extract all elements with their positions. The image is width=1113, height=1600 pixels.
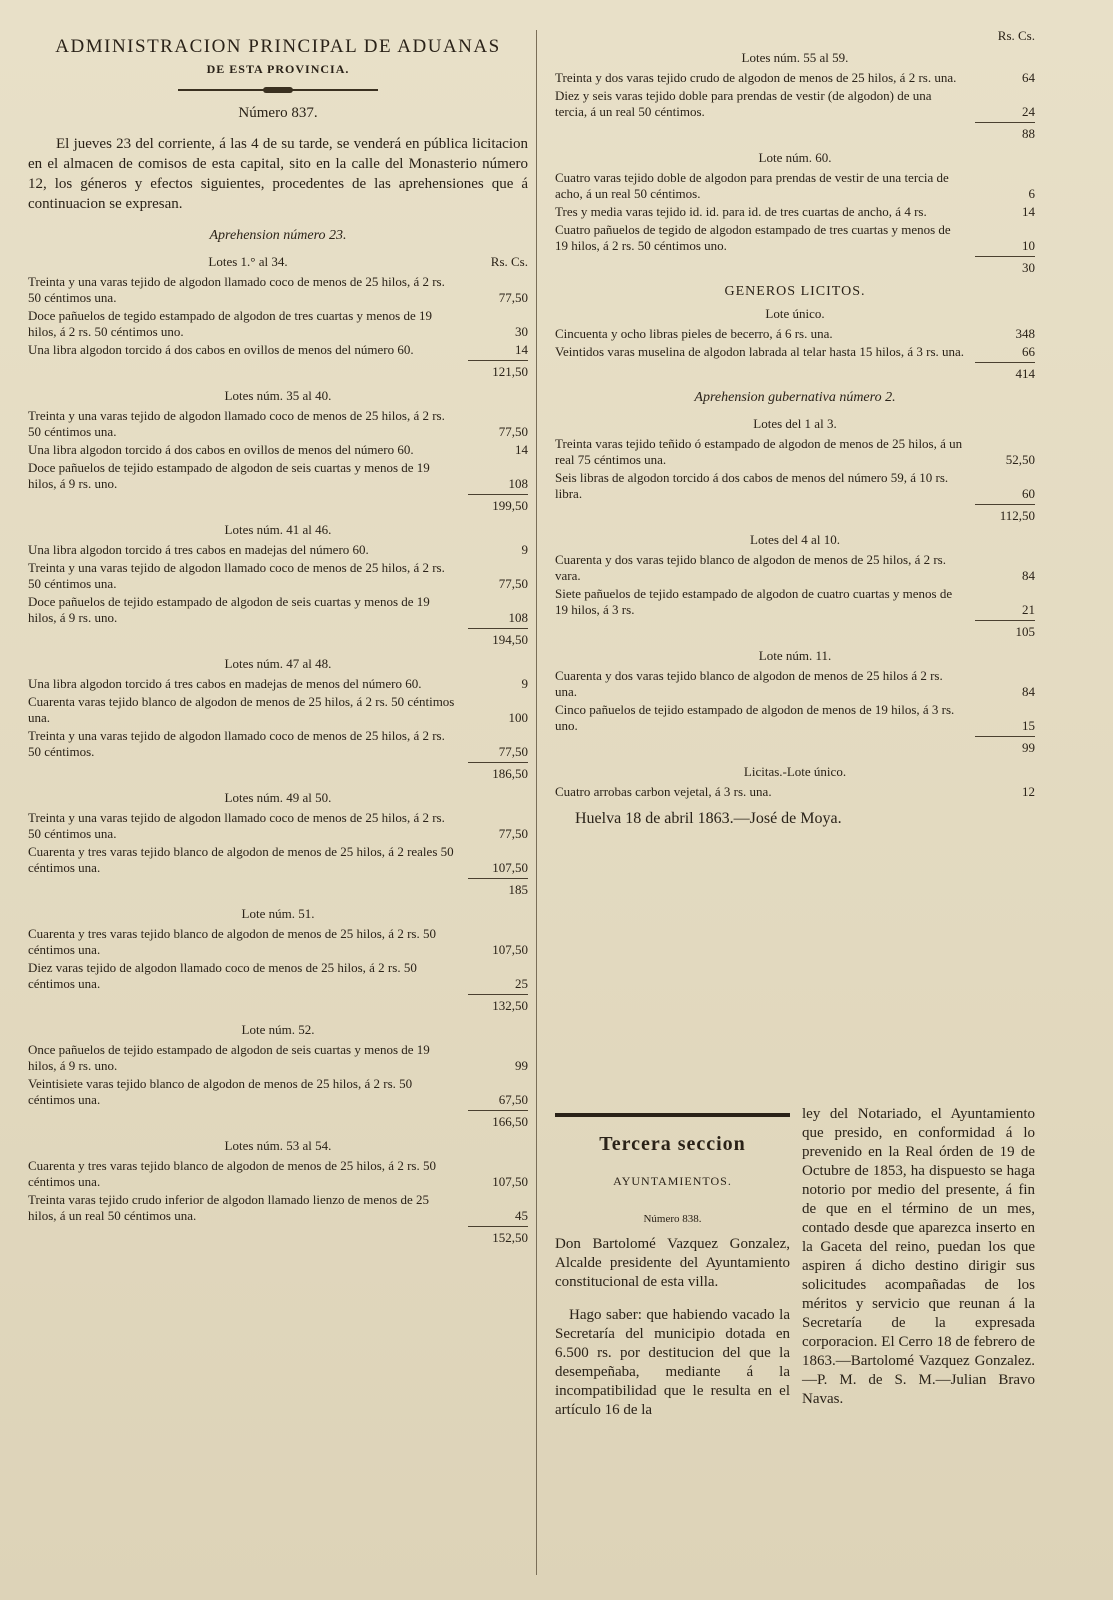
lot-item (28, 460, 528, 492)
item-description: Doce pañuelos de tejido estampado de algodon de seis cuartas y menos de 19 hilos, á 9 rs. uno. (28, 594, 430, 625)
item-amount: 99 (515, 1058, 528, 1073)
item-amount: 84 (1022, 684, 1035, 699)
lot-item (28, 1192, 528, 1224)
item-amount: 64 (1022, 70, 1035, 85)
item-description: Cuatro varas tejido doble de algodon para prendas de vestir de una tercia de acho, á un real 50 céntimos. (555, 170, 949, 201)
right-lots-c (555, 416, 1035, 800)
item-description: Cuarenta y tres varas tejido blanco de algodon de menos de 25 hilos, á 2 rs. 50 céntimos una. (28, 926, 436, 957)
lot-item (555, 344, 1035, 360)
lot-item (555, 436, 1035, 468)
item-amount: 10 (1022, 238, 1035, 253)
item-description: Cincuenta y ocho libras pieles de becerro, á 6 rs. una. (555, 326, 833, 341)
item-amount: 24 (1022, 104, 1035, 119)
left-column (28, 28, 528, 1254)
lot-item (28, 926, 528, 958)
item-amount: 108 (508, 610, 528, 625)
total-amount: 186,50 (468, 762, 528, 782)
intro-paragraph: El jueves 23 del corriente, á las 4 de su tarde, se venderá en pública licitacion en el almacen de comisos de esta capital, sito en la calle del Monasterio número 12, los géneros y efectos siguientes, procedentes de las aprehensiones que á continuacion se expresan. (28, 136, 528, 212)
tercera-seccion (555, 1105, 1035, 1420)
item-description: Veintisiete varas tejido blanco de algodon de menos de 25 hilos, á 2 rs. 50 céntimos una. (28, 1076, 413, 1107)
total-amount: 199,50 (468, 494, 528, 514)
lot-heading (555, 532, 1035, 548)
item-description: Once pañuelos de tejido estampado de algodon de seis cuartas y menos de 19 hilos, á 9 rs. uno. (28, 1042, 430, 1073)
item-description: Tres y media varas tejido id. id. para id. de tres cuartas de ancho, á 4 rs. (555, 204, 927, 219)
generos-heading: GENEROS LICITOS. (724, 284, 866, 299)
signature: Huelva 18 de abril 1863.—José de Moya. (575, 810, 842, 827)
lot-item (555, 552, 1035, 584)
item-amount: 348 (1015, 326, 1035, 341)
lot-total (28, 1226, 528, 1246)
item-amount: 14 (515, 442, 528, 457)
lot-total (555, 122, 1035, 142)
item-description: Treinta y una varas tejido de algodon llamado coco de menos de 25 hilos, á 2 rs. 50 céntimos una. (28, 408, 445, 439)
lot-item (555, 170, 1035, 202)
item-amount: 100 (508, 710, 528, 725)
item-amount: 107,50 (492, 1174, 528, 1189)
lot-item (555, 470, 1035, 502)
item-amount: 77,50 (498, 826, 528, 841)
lot-heading (555, 306, 1035, 322)
item-amount: 21 (1022, 602, 1035, 617)
item-amount: 60 (1022, 486, 1035, 501)
lot-total (28, 994, 528, 1014)
item-description: Treinta y una varas tejido de algodon llamado coco de menos de 25 hilos, á 2 rs. 50 céntimos una. (28, 560, 445, 591)
item-description: Treinta y una varas tejido de algodon llamado coco de menos de 25 hilos, á 2 rs. 50 céntimos una. (28, 274, 445, 305)
item-description: Cuarenta y dos varas tejido blanco de algodon de menos de 25 hilos á 2 rs. una. (555, 668, 943, 699)
lot-item (555, 702, 1035, 734)
lot-item (28, 560, 528, 592)
rs-cs-header: Rs. Cs. (490, 254, 528, 269)
item-description: Una libra algodon torcido á tres cabos en madejas de menos del número 60. (28, 676, 422, 691)
item-description: Treinta y dos varas tejido crudo de algodon de menos de 25 hilos, á 2 rs. una. (555, 70, 957, 85)
lot-total (28, 628, 528, 648)
lot-item (555, 88, 1035, 120)
tercera-continuation: ley del Notariado, el Ayuntamiento que presido, en conformidad á lo prevenido en la Real órden de 19 de Octubre de 1853, ha dispuesto se haga notorio por medio del presente, á fin de que en el término de un mes, contado desde que aparezca inserto en la Gaceta del reino, puedan los que aspiren á dicho destino dirigir sus solicitudes acompañadas de los méritos y servicio que reunan á la Secretaría de la expresada corporacion. El Cerro 18 de febrero de 1863.—Bartolomé Vazquez Gonzalez.—P. M. de S. M.—Julian Bravo Navas. (802, 1106, 1035, 1407)
lot-item (28, 1076, 528, 1108)
total-amount: 30 (975, 256, 1035, 276)
lot-heading (555, 648, 1035, 664)
item-amount: 9 (521, 542, 528, 557)
item-amount: 9 (521, 676, 528, 691)
lot-total (555, 736, 1035, 756)
aprehension-heading: Aprehension número 23. (209, 228, 347, 243)
item-amount: 14 (1022, 204, 1035, 219)
lot-total (555, 620, 1035, 640)
aprehension-heading-2: Aprehension gubernativa número 2. (694, 390, 896, 405)
total-amount: 112,50 (975, 504, 1035, 524)
rs-cs-header: Rs. Cs. (997, 28, 1035, 43)
lot-item (28, 810, 528, 842)
item-amount: 108 (508, 476, 528, 491)
item-amount: 107,50 (492, 942, 528, 957)
item-amount: 12 (1022, 784, 1035, 799)
lot-item (28, 542, 528, 558)
lot-item (555, 222, 1035, 254)
item-amount: 77,50 (498, 424, 528, 439)
lot-item (555, 586, 1035, 618)
item-description: Treinta y una varas tejido de algodon llamado coco de menos de 25 hilos, á 2 rs. 50 céntimos. (28, 728, 445, 759)
item-description: Cinco pañuelos de tejido estampado de algodon de menos de 19 hilos, á 3 rs. uno. (555, 702, 955, 733)
lot-total (555, 362, 1035, 382)
lot-item (28, 728, 528, 760)
item-amount: 77,50 (498, 576, 528, 591)
lot-heading (555, 150, 1035, 166)
item-description: Seis libras de algodon torcido á dos cabos de menos del número 59, á 10 rs. libra. (555, 470, 949, 501)
notice-number-838: Número 838. (643, 1213, 702, 1225)
lot-title: Lotes 1.° al 34. (208, 254, 288, 269)
lot-total (555, 504, 1035, 524)
lot-item (28, 694, 528, 726)
lot-item (28, 676, 528, 692)
total-amount: 105 (975, 620, 1035, 640)
lot-title: Lotes núm. 53 al 54. (224, 1138, 332, 1153)
lot-title: Lote núm. 11. (758, 648, 832, 663)
lot-title: Lote único. (765, 306, 825, 321)
item-amount: 25 (515, 976, 528, 991)
ornament-rule (178, 87, 378, 93)
item-amount: 6 (1028, 186, 1035, 201)
total-amount: 194,50 (468, 628, 528, 648)
item-description: Diez y seis varas tejido doble para prendas de vestir (de algodon) de una tercia, á un real 50 céntimos. (555, 88, 932, 119)
lot-heading (555, 764, 1035, 780)
lot-heading (28, 388, 528, 404)
item-amount: 77,50 (498, 290, 528, 305)
column-divider (536, 30, 537, 1575)
total-amount: 132,50 (468, 994, 528, 1014)
item-amount: 14 (515, 342, 528, 357)
lot-item (555, 70, 1035, 86)
item-description: Cuarenta y tres varas tejido blanco de algodon de menos de 25 hilos, á 2 reales 50 céntimos una. (28, 844, 454, 875)
item-description: Veintidos varas muselina de algodon labrada al telar hasta 15 hilos, á 3 rs. una. (555, 344, 965, 359)
item-amount: 77,50 (498, 744, 528, 759)
lot-title: Lotes núm. 49 al 50. (224, 790, 332, 805)
lot-item (555, 204, 1035, 220)
lot-heading (28, 790, 528, 806)
lot-total (28, 878, 528, 898)
alcalde-paragraph: Don Bartolomé Vazquez Gonzalez, Alcalde presidente del Ayuntamiento constitucional de esta villa. (555, 1236, 790, 1290)
lot-item (28, 594, 528, 626)
lot-total (28, 1110, 528, 1130)
lot-total (555, 256, 1035, 276)
tercera-left (555, 1105, 802, 1420)
lot-title: Lotes del 4 al 10. (750, 532, 840, 547)
lot-total (28, 762, 528, 782)
item-description: Una libra algodon torcido á dos cabos en ovillos de menos del número 60. (28, 442, 414, 457)
item-amount: 84 (1022, 568, 1035, 583)
item-description: Treinta y una varas tejido de algodon llamado coco de menos de 25 hilos, á 2 rs. 50 céntimos una. (28, 810, 445, 841)
item-amount: 67,50 (498, 1092, 528, 1107)
lot-heading (555, 50, 1035, 66)
lot-heading (28, 906, 528, 922)
lot-heading (28, 522, 528, 538)
lot-heading (28, 1022, 528, 1038)
hago-saber-paragraph: Hago saber: que habiendo vacado la Secretaría del municipio dotada en 6.500 rs. por destitucion del que la desempeñaba, mediante á la incompatibilidad que le resulta en el artículo 16 de la (555, 1307, 790, 1418)
item-description: Siete pañuelos de tejido estampado de algodon de cuatro cuartas y menos de 19 hilos, á 3 rs. (555, 586, 953, 617)
item-description: Treinta varas tejido teñido ó estampado de algodon de menos de 25 hilos, á un real 75 céntimos una. (555, 436, 963, 467)
lot-total (28, 360, 528, 380)
lot-title: Lotes núm. 47 al 48. (224, 656, 332, 671)
total-amount: 166,50 (468, 1110, 528, 1130)
total-amount: 121,50 (468, 360, 528, 380)
right-lots-b (555, 306, 1035, 382)
lot-item (555, 784, 1035, 800)
item-description: Doce pañuelos de tegido estampado de algodon de tres cuartas y menos de 19 hilos, á 2 rs. 50 céntimos uno. (28, 308, 432, 339)
item-amount: 52,50 (1005, 452, 1035, 467)
lot-item (28, 1158, 528, 1190)
item-amount: 15 (1022, 718, 1035, 733)
lot-title: Lotes núm. 55 al 59. (741, 50, 849, 65)
lot-total (28, 494, 528, 514)
lot-title: Licitas.-Lote único. (743, 764, 847, 779)
lot-heading (28, 1138, 528, 1154)
item-amount: 30 (515, 324, 528, 339)
item-description: Diez varas tejido de algodon llamado coco de menos de 25 hilos, á 2 rs. 50 céntimos una. (28, 960, 417, 991)
lot-title: Lotes núm. 35 al 40. (224, 388, 332, 403)
item-description: Doce pañuelos de tejido estampado de algodon de seis cuartas y menos de 19 hilos, á 9 rs. uno. (28, 460, 430, 491)
item-amount: 107,50 (492, 860, 528, 875)
lot-item (28, 1042, 528, 1074)
section-subtitle: DE ESTA PROVINCIA. (206, 62, 350, 76)
right-lots-a (555, 50, 1035, 276)
thick-rule (555, 1113, 790, 1117)
section-title: ADMINISTRACION PRINCIPAL DE ADUANAS (55, 36, 501, 57)
item-description: Una libra algodon torcido á tres cabos en madejas del número 60. (28, 542, 369, 557)
lot-item (28, 274, 528, 306)
tercera-title: Tercera seccion (599, 1133, 746, 1155)
total-amount: 185 (468, 878, 528, 898)
lot-item (28, 308, 528, 340)
lot-heading (28, 656, 528, 672)
item-description: Treinta varas tejido crudo inferior de algodon llamado lienzo de menos de 25 hilos, á un real 50 céntimos una. (28, 1192, 429, 1223)
left-lots (28, 254, 528, 1246)
lot-title: Lotes del 1 al 3. (753, 416, 837, 431)
ayuntamientos-heading: AYUNTAMIENTOS. (613, 1174, 732, 1188)
item-description: Una libra algodon torcido á dos cabos en ovillos de menos del número 60. (28, 342, 414, 357)
total-amount: 152,50 (468, 1226, 528, 1246)
item-description: Cuarenta y dos varas tejido blanco de algodon de menos de 25 hilos, á 2 rs. vara. (555, 552, 946, 583)
total-amount: 88 (975, 122, 1035, 142)
lot-item (28, 342, 528, 358)
item-amount: 66 (1022, 344, 1035, 359)
lot-item (555, 668, 1035, 700)
lot-title: Lote núm. 51. (241, 906, 315, 921)
item-description: Cuatro pañuelos de tegido de algodon estampado de tres cuartas y menos de 19 hilos, á 2 rs. 50 céntimos uno. (555, 222, 951, 253)
item-description: Cuarenta varas tejido blanco de algodon de menos de 25 hilos, á 2 rs. 50 céntimos una. (28, 694, 455, 725)
item-description: Cuatro arrobas carbon vejetal, á 3 rs. una. (555, 784, 772, 799)
lot-title: Lote núm. 52. (241, 1022, 315, 1037)
lot-item (28, 844, 528, 876)
lot-heading (28, 254, 528, 270)
total-amount: 414 (975, 362, 1035, 382)
lot-item (28, 408, 528, 440)
lot-item (28, 442, 528, 458)
lot-heading (555, 416, 1035, 432)
lot-item (555, 326, 1035, 342)
lot-title: Lote núm. 60. (758, 150, 832, 165)
lot-item (28, 960, 528, 992)
total-amount: 99 (975, 736, 1035, 756)
item-description: Cuarenta y tres varas tejido blanco de algodon de menos de 25 hilos, á 2 rs. 50 céntimos una. (28, 1158, 436, 1189)
notice-number: Número 837. (238, 105, 318, 121)
lot-title: Lotes núm. 41 al 46. (224, 522, 332, 537)
item-amount: 45 (515, 1208, 528, 1223)
right-column (555, 28, 1035, 828)
